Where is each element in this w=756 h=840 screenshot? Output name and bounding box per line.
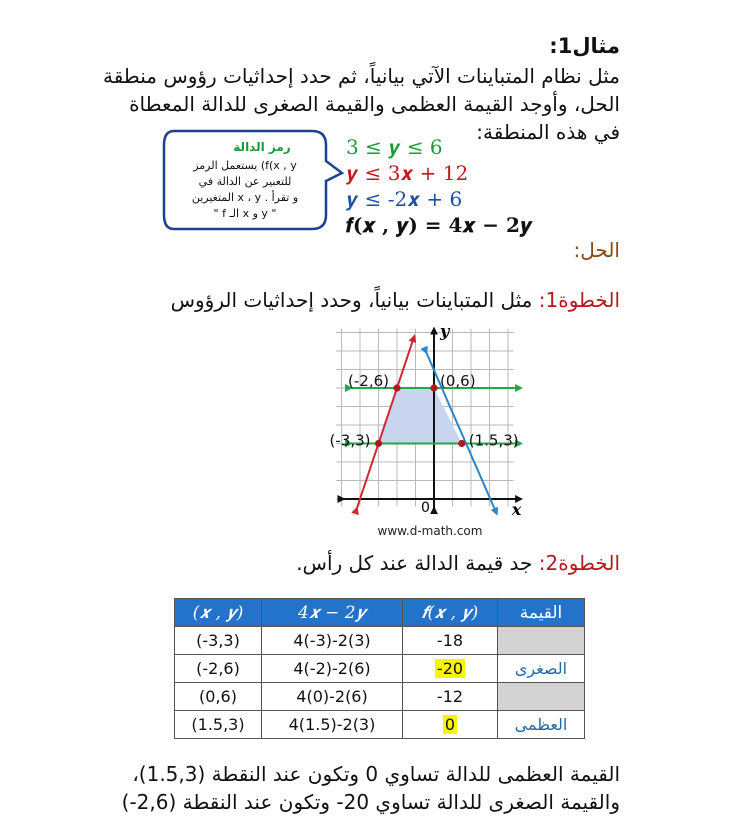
table-header-row [175, 599, 585, 627]
table-row [175, 683, 585, 711]
x-axis-label: x [511, 500, 522, 519]
cell-expression: 4(1.5)-2(3) [262, 711, 403, 739]
inequality-graph [330, 320, 530, 544]
step1-label: الخطوة1: [538, 288, 620, 312]
example-title: مثال1: [549, 34, 620, 58]
vertex-label: (-3,3) [330, 431, 371, 450]
origin-label: 0 [421, 500, 430, 516]
header-value: القيمة [498, 599, 585, 627]
header-point: (𝒙 , 𝒚) [175, 599, 262, 627]
step2 [296, 551, 620, 575]
conclusion-min: والقيمة الصغرى للدالة تساوي 20- وتكون عند النقطة (2,6-) [121, 790, 620, 814]
vertex-label: (0,6) [440, 372, 476, 390]
vertex-label: (1.5,3) [468, 431, 519, 450]
cell-point: (1.5,3) [175, 711, 262, 739]
cell-expression: 4(0)-2(6) [262, 683, 403, 711]
vertex-value-table [174, 598, 585, 739]
y-axis-label: y [440, 321, 450, 341]
cell-value: -18 [403, 627, 498, 655]
vertex-point [393, 384, 400, 391]
vertex-label: (-2,6) [348, 372, 389, 390]
table-row [175, 711, 585, 739]
inequality-3: 𝒚 ≤ -2𝒙 + 6 [346, 187, 463, 211]
inequality-system [346, 134, 532, 238]
step2-label: الخطوة2: [538, 551, 620, 575]
inequality-2: 𝒚 ≤ 3𝒙 + 12 [346, 161, 469, 185]
cell-point: (-3,3) [175, 627, 262, 655]
bubble-line: المتغيرين x ، y . و تقرأ [191, 191, 299, 204]
header-function: 𝒇(𝒙 , 𝒚) [403, 599, 498, 627]
problem-text: مثل نظام المتباينات الآتي بيانياً، ثم حدد إحداثيات رؤوس منطقة الحل، وأوجد القيمة العظمى والقيمة الصغرى للدالة المعطاة في هذه المنطقة: [102, 64, 620, 144]
bubble-line: يستعمل الرمز (f(x , y [193, 159, 297, 172]
vertex-point [375, 440, 382, 447]
bubble-line: للتعبير عن الدالة في [198, 175, 292, 188]
table-row [175, 655, 585, 683]
cell-label [498, 683, 585, 711]
conclusion-max: القيمة العظمى للدالة تساوي 0 وتكون عند النقطة (1.5,3)، [132, 762, 620, 786]
cell-label-max: العظمى [498, 711, 585, 739]
function-definition: 𝒇(𝒙 , 𝒚) = 4𝒙 − 2𝒚 [346, 213, 533, 237]
inequality-1: 3 ≤ 𝒚 ≤ 6 [346, 135, 443, 159]
cell-expression: 4(-3)-2(3) [262, 627, 403, 655]
bubble-title: رمز الدالة [233, 140, 291, 154]
cell-expression: 4(-2)-2(6) [262, 655, 403, 683]
watermark: www.d-math.com [377, 524, 483, 538]
max-value-highlight: 0 [444, 715, 456, 734]
function-notation-bubble [162, 127, 344, 237]
step2-text: جد قيمة الدالة عند كل رأس. [296, 551, 539, 575]
cell-value [403, 711, 498, 739]
cell-value [403, 655, 498, 683]
conclusion [60, 760, 620, 816]
solution-region [379, 388, 462, 444]
cell-point: (-2,6) [175, 655, 262, 683]
cell-value: -12 [403, 683, 498, 711]
cell-label-min: الصغرى [498, 655, 585, 683]
header-expression: 4𝒙 − 2𝒚 [262, 599, 403, 627]
min-value-highlight: -20 [436, 659, 464, 678]
cell-label [498, 627, 585, 655]
step1 [171, 288, 620, 312]
table-row [175, 627, 585, 655]
vertex-point [430, 384, 437, 391]
solution-label: الحل: [573, 238, 620, 262]
bubble-line: " f الـ x و y " [213, 207, 277, 220]
cell-point: (0,6) [175, 683, 262, 711]
step1-text: مثل المتباينات بيانياً، وحدد إحداثيات الرؤوس [170, 288, 539, 312]
vertex-point [458, 440, 465, 447]
